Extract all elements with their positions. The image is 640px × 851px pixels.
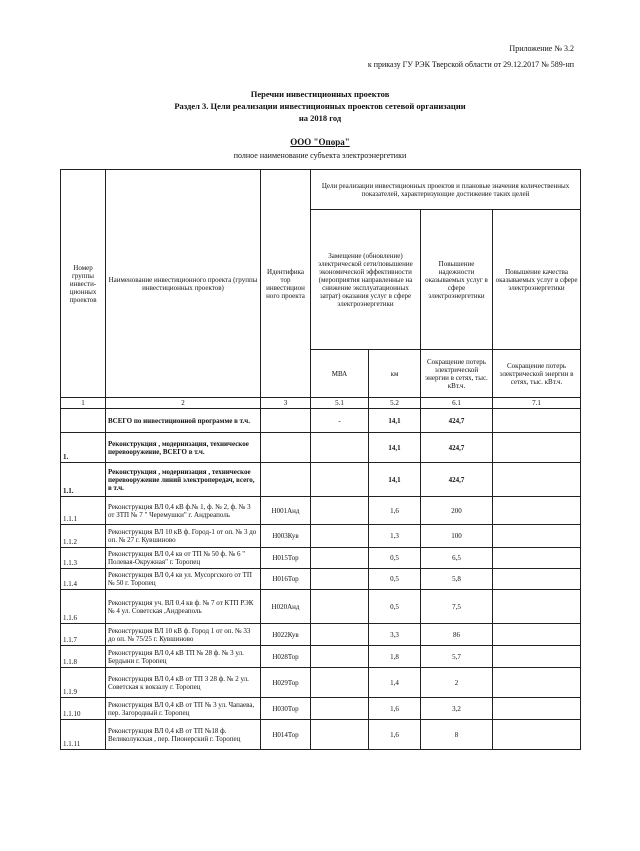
row-loss-reduction: 424,7 xyxy=(421,433,493,463)
row-number: 1.1.7 xyxy=(61,624,106,646)
row-identifier: Н014Тор xyxy=(261,720,311,750)
header-group-number: Номер группы инвести-ционных проектов xyxy=(61,170,106,398)
row-km: 14,1 xyxy=(369,463,421,497)
col-number: 5.2 xyxy=(369,398,421,409)
row-quality xyxy=(493,525,581,548)
header-goals: Цели реализации инвестиционных проектов и плановые значения количественных показателей, характеризующие достижение таких целей xyxy=(311,170,581,210)
row-number: 1.1.11 xyxy=(61,720,106,750)
row-loss-reduction: 86 xyxy=(421,624,493,646)
row-mva xyxy=(311,525,369,548)
table-row xyxy=(61,698,581,720)
row-project-name: Реконструкция ВЛ 0,4 кВ ф.№ 1, ф. № 2, ф. № 3 от ЗТП № 7 " Черемушки" г. Андреаполь xyxy=(106,497,261,525)
col-number: 3 xyxy=(261,398,311,409)
row-km: 14,1 xyxy=(369,433,421,463)
row-km: 1,6 xyxy=(369,698,421,720)
header-loss-reduction-quality: Сокращение потерь электрической энергии в сетях, тыс. кВт.ч. xyxy=(493,350,581,398)
row-quality xyxy=(493,590,581,624)
organization-name: ООО "Опора" xyxy=(290,137,350,147)
header-goal-quality: Повышение качества оказываемых услуг в сфере электроэнергетики xyxy=(493,210,581,350)
row-number: 1.1.2 xyxy=(61,525,106,548)
row-quality xyxy=(493,720,581,750)
row-km: 0,5 xyxy=(369,590,421,624)
row-mva xyxy=(311,698,369,720)
row-km: 1,6 xyxy=(369,497,421,525)
col-number: 1 xyxy=(61,398,106,409)
row-number: 1.1.8 xyxy=(61,646,106,668)
row-identifier: Н022Кув xyxy=(261,624,311,646)
row-mva xyxy=(311,497,369,525)
row-quality xyxy=(493,698,581,720)
row-km: 0,5 xyxy=(369,548,421,569)
row-project-name: Реконструкция ВЛ 0,4 кВ от ТП 3 28 ф. № 2 ул. Советская к вокзалу г. Торопец xyxy=(106,668,261,698)
row-number: 1.1.10 xyxy=(61,698,106,720)
row-mva xyxy=(311,433,369,463)
table-row xyxy=(61,569,581,590)
row-number: 1.1.1 xyxy=(61,497,106,525)
row-identifier: Н015Тор xyxy=(261,548,311,569)
row-project-name: Реконструкция ВЛ 10 кВ ф. Город 1 от оп. № 33 до оп. № 75/25 г. Кувшиново xyxy=(106,624,261,646)
row-loss-reduction: 200 xyxy=(421,497,493,525)
row-project-name: Реконструкция ВЛ 0,4 кв от ТП № 50 ф. № 6 " Полевая-Окружная" г. Торопец xyxy=(106,548,261,569)
row-number: 1.1.6 xyxy=(61,590,106,624)
row-quality xyxy=(493,497,581,525)
row-number: 1.1.9 xyxy=(61,668,106,698)
row-identifier: Н029Тор xyxy=(261,668,311,698)
table-row xyxy=(61,497,581,525)
col-number: 5.1 xyxy=(311,398,369,409)
row-loss-reduction: 3,2 xyxy=(421,698,493,720)
header-project-name: Наименование инвестиционного проекта (группы инвестиционных проектов) xyxy=(106,170,261,398)
row-quality xyxy=(493,569,581,590)
row-mva xyxy=(311,720,369,750)
row-loss-reduction: 2 xyxy=(421,668,493,698)
row-loss-reduction: 8 xyxy=(421,720,493,750)
investment-goals-table xyxy=(60,169,581,750)
row-identifier: Н020Анд xyxy=(261,590,311,624)
row-loss-reduction: 7,5 xyxy=(421,590,493,624)
row-mva xyxy=(311,548,369,569)
table-row xyxy=(61,668,581,698)
row-mva xyxy=(311,590,369,624)
document-title: Перечни инвестиционных проектов xyxy=(250,89,390,99)
row-mva xyxy=(311,624,369,646)
table-row xyxy=(61,463,581,497)
row-project-name: ВСЕГО по инвестиционной программе в т.ч. xyxy=(106,409,261,433)
row-km: 14,1 xyxy=(369,409,421,433)
header-loss-reduction: Сокращение потерь электрической энергии в сетях, тыс. кВт.ч. xyxy=(421,350,493,398)
row-identifier: Н016Тор xyxy=(261,569,311,590)
row-quality xyxy=(493,668,581,698)
table-row xyxy=(61,548,581,569)
row-identifier: Н003Кув xyxy=(261,525,311,548)
table-row xyxy=(61,646,581,668)
col-number: 2 xyxy=(106,398,261,409)
row-quality xyxy=(493,624,581,646)
row-project-name: Реконструкция ВЛ 0,4 кВ ТП № 28 ф. № 3 ул. Бердыни г. Торопец xyxy=(106,646,261,668)
row-mva: - xyxy=(311,409,369,433)
table-row xyxy=(61,409,581,433)
row-quality xyxy=(493,646,581,668)
unit-km: км xyxy=(369,350,421,398)
unit-mva: МВА xyxy=(311,350,369,398)
row-identifier: Н001Анд xyxy=(261,497,311,525)
table-row xyxy=(61,624,581,646)
row-km: 1,4 xyxy=(369,668,421,698)
organization-caption: полное наименование субъекта электроэнергетики xyxy=(233,151,407,160)
row-project-name: Реконструкция уч. ВЛ 0.4 кв ф. № 7 от КТП РЭК № 4 ул. Советская ,Андреаполь xyxy=(106,590,261,624)
row-quality xyxy=(493,433,581,463)
row-loss-reduction: 100 xyxy=(421,525,493,548)
row-number: 1.1.3 xyxy=(61,548,106,569)
row-quality xyxy=(493,463,581,497)
row-quality xyxy=(493,409,581,433)
row-loss-reduction: 5,7 xyxy=(421,646,493,668)
row-loss-reduction: 5,8 xyxy=(421,569,493,590)
row-number: 1. xyxy=(61,433,106,463)
row-identifier: Н028Тор xyxy=(261,646,311,668)
col-number: 7.1 xyxy=(493,398,581,409)
row-quality xyxy=(493,548,581,569)
year-title: на 2018 год xyxy=(298,113,342,123)
section-title: Раздел 3. Цели реализации инвестиционных проектов сетевой организации xyxy=(174,101,466,111)
row-project-name: Реконструкция ВЛ 0,4 кВ от ТП №18 ф. Великолукская , пер. Пионерский г. Торопец xyxy=(106,720,261,750)
row-loss-reduction: 424,7 xyxy=(421,463,493,497)
table-row xyxy=(61,433,581,463)
row-project-name: Реконструкция ВЛ 0,4 кВ от ТП № 3 ул. Чапаева, пер. Загородный г. Торопец xyxy=(106,698,261,720)
row-mva xyxy=(311,668,369,698)
row-mva xyxy=(311,463,369,497)
row-identifier xyxy=(261,463,311,497)
appendix-label: Приложение № 3.2 xyxy=(509,44,574,53)
row-km: 1,3 xyxy=(369,525,421,548)
row-km: 1,8 xyxy=(369,646,421,668)
header-identifier: Идентифика тор инвестицион ного проекта xyxy=(261,170,311,398)
row-number: 1.1.4 xyxy=(61,569,106,590)
row-km: 3,3 xyxy=(369,624,421,646)
row-km: 0,5 xyxy=(369,569,421,590)
col-number: 6.1 xyxy=(421,398,493,409)
row-identifier xyxy=(261,433,311,463)
order-reference: к приказу ГУ РЭК Тверской области от 29.12.2017 № 589-нп xyxy=(367,60,574,69)
row-loss-reduction: 424,7 xyxy=(421,409,493,433)
row-project-name: Реконструкция , модернизация, техническое перевооружение, ВСЕГО в т.ч. xyxy=(106,433,261,463)
header-goal-replacement: Замещение (обновление) электрической сети/повышение экономической эффективности (мероприятия направленные на снижение эксплуатационных затрат) оказания услуг в сфере электроэнергетики xyxy=(311,210,421,350)
row-project-name: Реконструкция ВЛ 10 кВ ф. Город-1 от оп. № 3 до оп. № 27 г. Кувшиново xyxy=(106,525,261,548)
row-identifier: Н030Тор xyxy=(261,698,311,720)
row-number xyxy=(61,409,106,433)
row-mva xyxy=(311,646,369,668)
row-project-name: Реконструкция ВЛ 0,4 кв ул. Мусоргского от ТП № 50 г. Торопец xyxy=(106,569,261,590)
row-km: 1,6 xyxy=(369,720,421,750)
row-number: 1.1. xyxy=(61,463,106,497)
header-goal-reliability: Повышение надежности оказываемых услуг в сфере электроэнергетики xyxy=(421,210,493,350)
row-project-name: Реконструкция , модернизация , техническое перевооружение линий электропередач, всего, в т.ч. xyxy=(106,463,261,497)
row-mva xyxy=(311,569,369,590)
table-row xyxy=(61,590,581,624)
table-row xyxy=(61,720,581,750)
row-identifier xyxy=(261,409,311,433)
table-row xyxy=(61,525,581,548)
row-loss-reduction: 6,5 xyxy=(421,548,493,569)
